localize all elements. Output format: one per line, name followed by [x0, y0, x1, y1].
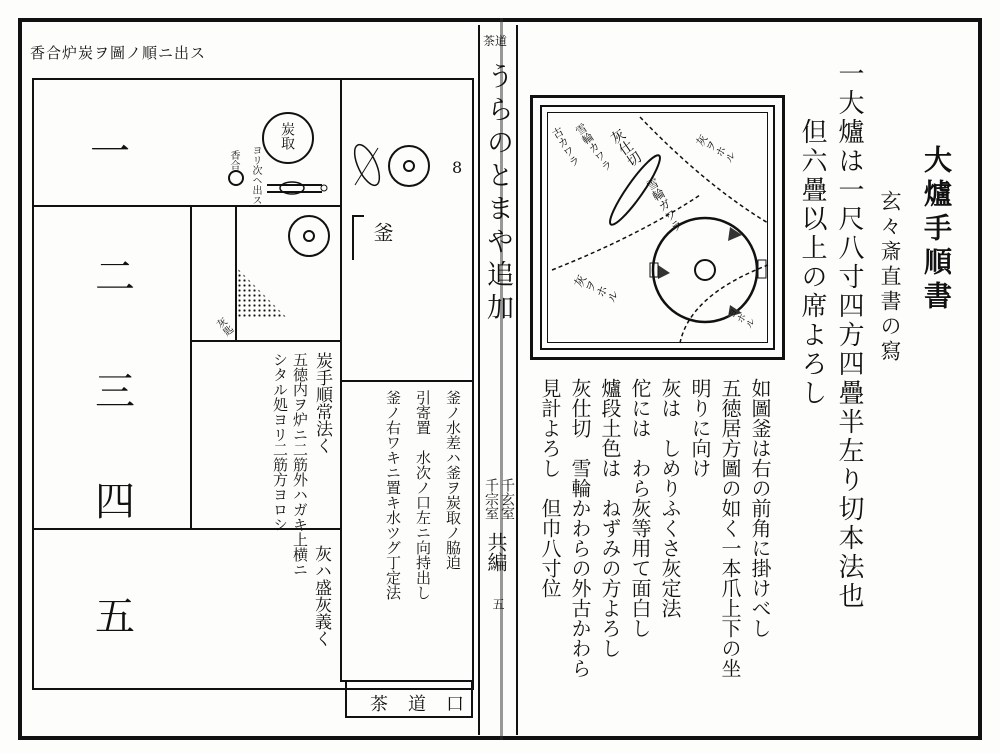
- body-line-4: 灰は しめりふくさ灰定法: [658, 378, 682, 618]
- charcoal-text-2: 五徳内ヲ炉ニ二筋外ハガキ上横ニ: [291, 352, 309, 577]
- spine-editor-left: 千宗室: [483, 478, 499, 520]
- kettle-text-1: 釜ノ水差ハ釜ヲ炭取ノ脇迫: [444, 390, 462, 570]
- spine-editor-right: 千玄室: [499, 478, 515, 520]
- diagram-label-kogawara: 古カワラ: [548, 124, 583, 170]
- body-line-2: 五徳居方圖の如く一本爪上下の坐: [718, 378, 742, 678]
- chadoguchi-label: 茶道口: [370, 694, 484, 715]
- numeral-1: 一: [90, 129, 130, 175]
- kogo-note: ヨリ次ヘ出ス: [250, 145, 261, 205]
- diagram-label-yukiwa-center: 雪輪ガワラ: [642, 175, 686, 235]
- body-line-1: 如圖釜は右の前角に掛けべし: [748, 378, 772, 638]
- diagram-label-top-right: 灰ヲホル: [693, 132, 738, 166]
- kogo-label: 香合: [228, 150, 239, 170]
- ash-text: 灰ハ盛灰義く: [311, 545, 331, 647]
- diagram-label-haishikiri: 灰仕切: [606, 126, 644, 170]
- spine-edited: 共編: [484, 532, 508, 572]
- document-author: 玄々斎直書の寫: [878, 190, 902, 365]
- diagram-label-bottom-right: ヨホル: [724, 307, 756, 332]
- rule-line-1: 一大爐は一尺八寸四方四疊半左り切本法也: [834, 60, 864, 611]
- kettle-lid-inner-icon: [303, 230, 315, 242]
- kettle-text-2: 引寄置 水次ノ口左ニ向持出し: [414, 390, 432, 600]
- hearth-diagram: [530, 95, 785, 360]
- charcoal-text-1: 炭手順常法く: [312, 352, 332, 454]
- body-line-5: 佗には わら灰等用て面白し: [628, 378, 652, 638]
- haisaji-label: 灰匙: [212, 316, 235, 339]
- document-title: 大爐手順書: [920, 145, 953, 315]
- sumitori-label: 炭取: [279, 122, 295, 150]
- spine-rule-left: [478, 25, 480, 735]
- hook-icon: 8: [452, 158, 463, 177]
- body-line-7: 灰仕切 雪輪かわらの外古かわら: [568, 378, 592, 678]
- diagram-label-bottom-left: 灰ヲホル: [571, 272, 621, 306]
- spine-rule-right: [516, 25, 518, 735]
- numeral-3: 三: [95, 369, 135, 415]
- spine-category: 茶道: [483, 34, 508, 48]
- charcoal-text-3: シタル処ヨリ二筋方ヨロシ: [271, 352, 289, 532]
- utensils-icon: [262, 170, 332, 200]
- kama-label: 釜: [370, 222, 394, 242]
- feather-icon: [350, 140, 385, 190]
- numeral-2: 二: [95, 254, 135, 300]
- kettle-text-3: 釜ノ右ワキニ置キ水ツグ丁定法: [384, 390, 402, 600]
- kogo-icon: [228, 170, 244, 186]
- lid-rest-inner-icon: [403, 160, 415, 172]
- numeral-4: 四: [95, 479, 135, 525]
- rule-line-2: 但六疊以上の席よろし: [797, 118, 827, 408]
- body-line-3: 明りに向け: [688, 378, 712, 478]
- spine-title: うらのとまや追加: [482, 62, 513, 326]
- diagram-label-yukiwa-left: 雪輪カワラ: [572, 121, 615, 174]
- body-line-6: 爐段土色は ねずみの方よろし: [598, 378, 622, 658]
- numeral-5: 五: [95, 594, 135, 640]
- page-number: 五: [491, 598, 505, 610]
- body-line-8: 見計よろし 但巾八寸位: [538, 378, 562, 598]
- left-page-header: 香合炉炭ヲ圖ノ順ニ出ス: [30, 44, 207, 62]
